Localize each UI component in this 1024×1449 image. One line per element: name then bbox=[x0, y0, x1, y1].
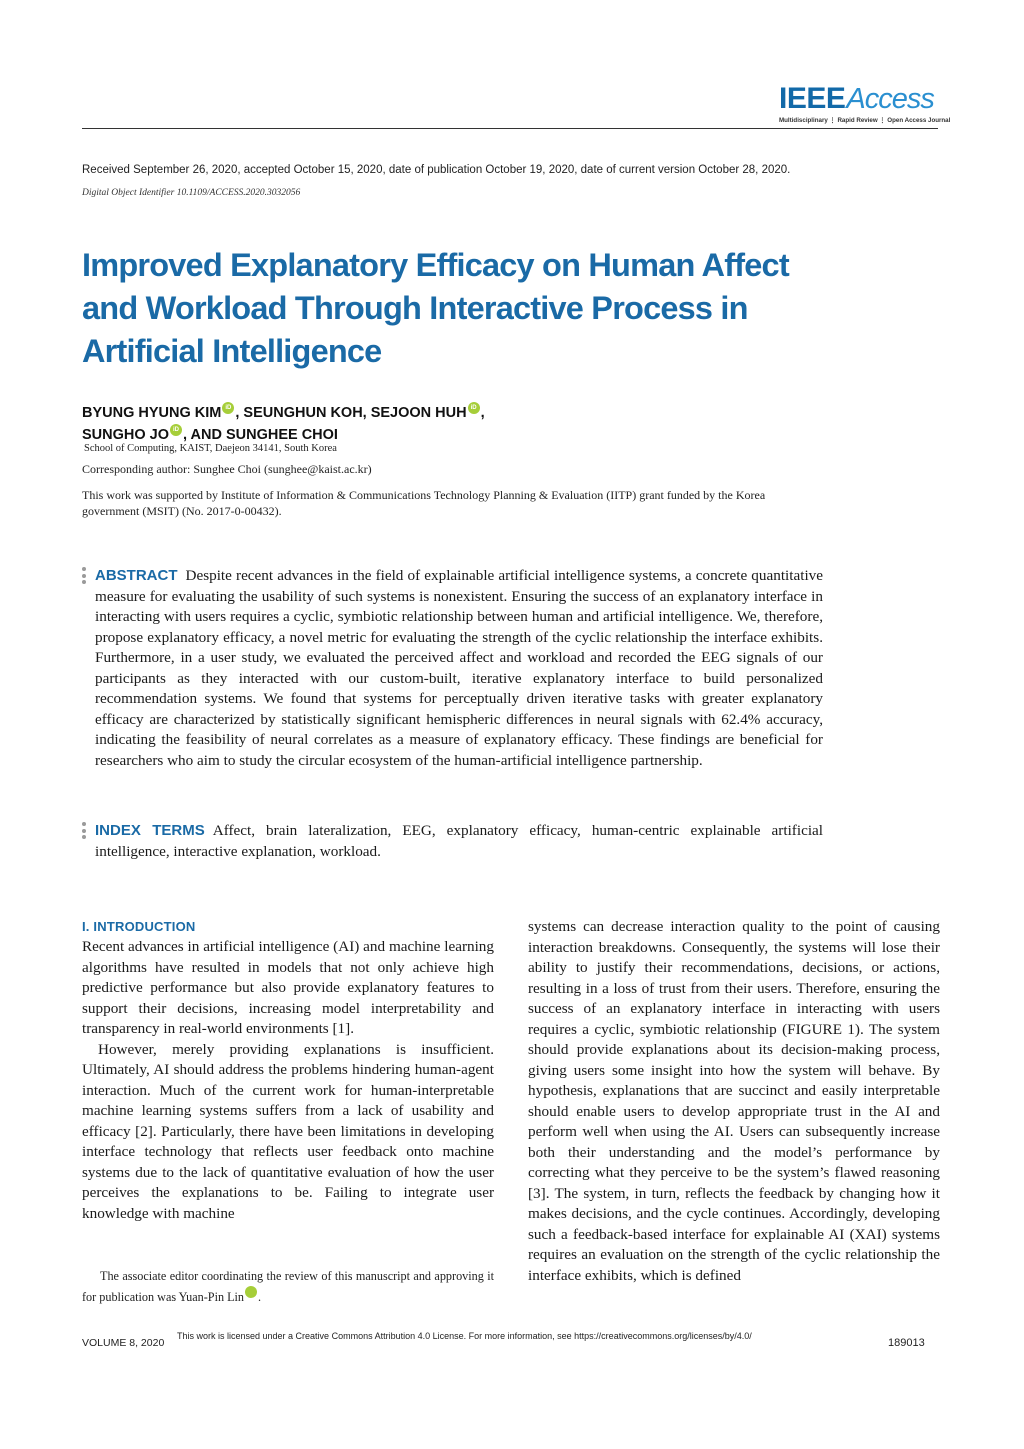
intro-paragraph: Recent advances in artificial intelligence (AI) and machine learning algorithms have resulted in models that not only achieve high predictive performance but also provide explanatory features to support their decisions, increasing model interpretability and transparency in real-world environments [1]. bbox=[82, 938, 494, 1037]
page-number: 189013 bbox=[888, 1337, 925, 1349]
doi: Digital Object Identifier 10.1109/ACCESS.2020.3032056 bbox=[82, 188, 301, 198]
author-name: , AND SUNGHEE CHOI bbox=[183, 427, 338, 443]
ieee-access-logo bbox=[779, 82, 951, 130]
orcid-icon[interactable]: iD bbox=[245, 1286, 257, 1298]
index-terms bbox=[95, 821, 823, 862]
logo-name: Access bbox=[846, 83, 934, 115]
author-name: , SEUNGHUN KOH, SEJOON HUH bbox=[235, 405, 467, 421]
footnote-end: . bbox=[258, 1290, 262, 1304]
right-column bbox=[528, 917, 940, 1286]
index-terms-marker-icon bbox=[82, 822, 87, 842]
author-name: SUNGHO JO bbox=[82, 427, 170, 443]
license-note: This work is licensed under a Creative Commons Attribution 4.0 License. For more information, see https://creativecommons.org/licenses/by/4.0/ bbox=[177, 1331, 752, 1341]
orcid-icon[interactable]: iD bbox=[222, 402, 234, 414]
abstract-marker-icon bbox=[82, 567, 87, 587]
title-line: Artificial Intelligence bbox=[82, 333, 382, 369]
corresponding-author: Corresponding author: Sunghee Choi (sunghee@kaist.ac.kr) bbox=[82, 462, 372, 476]
intro-paragraph: systems can decrease interaction quality to the point of causing interaction breakdowns. Consequently, the systems will lose their ability to justify their recommendations, decisions, or actions, resulting in a loss of trust from their users. Therefore, ensuring the success of an explanatory interface in interacting with users requires a cyclic, symbiotic relationship (FIGURE 1). The system should provide explanations about its decision-making process, giving users some insight into how the system will behave. By hypothesis, explanations that are succinct and easily interpretable should enable users to develop appropriate trust in the AI and perform well when using the AI. Users can subsequently increase both their understanding and the model’s performance by correcting what they perceive to be the system’s flawed reasoning [3]. The system, in turn, reflects the feedback by changing how it makes decisions, and the cycle continues. Accordingly, developing such a feedback-based interface for explainable AI (XAI) systems requires an evaluation on the strength of the cyclic relationship the interface exhibits, which is defined bbox=[528, 918, 940, 1284]
abstract bbox=[95, 566, 823, 771]
funding-note: This work was supported by Institute of Information & Communications Technology Planning & Evaluation (IITP) grant funded by the Korea government (MSIT) (No. 2017-0-00432). bbox=[82, 488, 766, 518]
volume-label: VOLUME 8, 2020 bbox=[82, 1337, 165, 1349]
author-list bbox=[82, 402, 882, 446]
abstract-label: ABSTRACT bbox=[95, 567, 178, 584]
index-terms-label: INDEX TERMS bbox=[95, 822, 205, 839]
author-name: BYUNG HYUNG KIM bbox=[82, 405, 222, 421]
editor-footnote bbox=[82, 1266, 494, 1307]
intro-paragraph: However, merely providing explanations is insufficient. Ultimately, AI should address the problems hindering human-agent interaction. Much of the current work for human-interpretable machine learning systems suffers from a lack of usability and efficacy [2]. Particularly, there have been limitations in developing interface technology that reflects user feedback onto machine systems due to the lack of quantitative evaluation of how the user perceives the explanations to be. Failing to integrate user knowledge with machine bbox=[82, 1040, 494, 1222]
logo-tagline: Multidisciplinary ⋮ Rapid Review ⋮ Open Access Journal bbox=[779, 117, 951, 124]
index-terms-text: Affect, brain lateralization, EEG, explanatory efficacy, human-centric explainable artificial intelligence, interactive explanation, workload. bbox=[95, 822, 823, 860]
section-heading: I. INTRODUCTION bbox=[82, 919, 196, 934]
orcid-icon[interactable]: iD bbox=[170, 424, 182, 436]
header-rule bbox=[82, 128, 938, 129]
received-dates: Received September 26, 2020, accepted October 15, 2020, date of publication October 19, 2020, date of current version October 28, 2020. bbox=[82, 164, 791, 176]
orcid-icon[interactable]: iD bbox=[468, 402, 480, 414]
abstract-text: Despite recent advances in the field of explainable artificial intelligence systems, a concrete quantitative measure for evaluating the usability of such systems is nonexistent. Ensuring the success of an explanatory interface in interacting with users requires a cyclic, symbiotic relationship between human and artificial intelligence. We, therefore, propose explanatory efficacy, a novel metric for evaluating the strength of the cyclic relationship the interface exhibits. Furthermore, in a user study, we evaluated the perceived affect and workload and recorded the EEG signals of our participants as they interacted with our custom-built, iterative explanatory interface to build personalized recommendation systems. We found that systems for perceptually driven iterative tasks with greater explanatory efficacy are characterized by statistically significant hemispheric differences in neural signals with 62.4% accuracy, indicating the feasibility of neural correlates as a measure of explanatory efficacy. These findings are beneficial for researchers who aim to study the circular ecosystem of the human-artificial intelligence partnership. bbox=[95, 567, 823, 769]
footnote-text: The associate editor coordinating the review of this manuscript and approving it for publication was Yuan-Pin Lin bbox=[82, 1269, 494, 1304]
logo-brand: IEEE bbox=[779, 82, 846, 115]
title-line: Improved Explanatory Efficacy on Human Affect bbox=[82, 247, 789, 283]
left-column bbox=[82, 917, 494, 1224]
author-separator: , bbox=[480, 405, 485, 421]
title-line: and Workload Through Interactive Process in bbox=[82, 290, 748, 326]
affiliation: School of Computing, KAIST, Daejeon 34141, South Korea bbox=[84, 443, 337, 454]
paper-title bbox=[82, 244, 842, 373]
